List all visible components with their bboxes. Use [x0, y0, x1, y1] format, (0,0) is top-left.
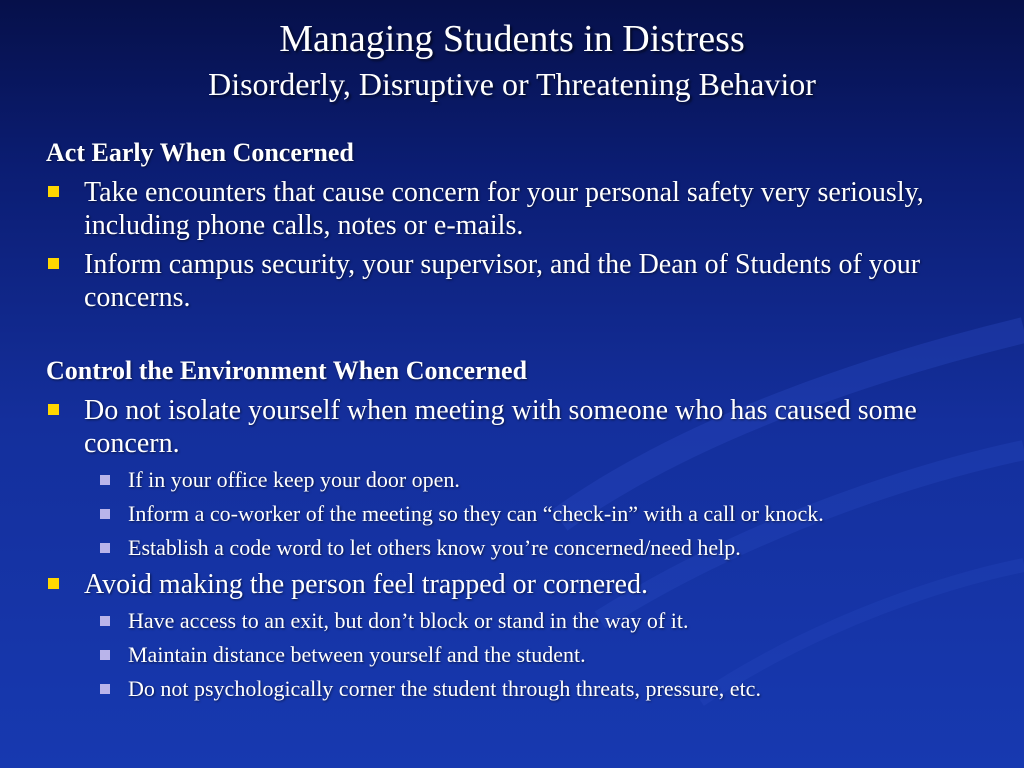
sub-bullet-text: Maintain distance between yourself and the student. [128, 642, 586, 667]
bullet-item [46, 248, 1016, 314]
sub-bullet-item [46, 607, 1016, 635]
sub-bullet-item [46, 500, 1016, 528]
bullet-text: Avoid making the person feel trapped or cornered. [84, 569, 648, 600]
square-bullet-icon [48, 404, 59, 415]
bullet-item [46, 394, 1016, 460]
square-sub-bullet-icon [100, 475, 110, 485]
sub-bullet-item [46, 641, 1016, 669]
square-sub-bullet-icon [100, 509, 110, 519]
sub-bullet-text: Have access to an exit, but don’t block or stand in the way of it. [128, 608, 689, 633]
section-spacer [46, 314, 1016, 354]
sub-bullet-text: Do not psychologically corner the student through threats, pressure, etc. [128, 676, 761, 701]
sub-bullet-text: If in your office keep your door open. [128, 467, 460, 492]
sub-bullet-item [46, 466, 1016, 494]
square-sub-bullet-icon [100, 543, 110, 553]
square-sub-bullet-icon [100, 616, 110, 626]
title-block [0, 16, 1024, 104]
square-bullet-icon [48, 258, 59, 269]
sub-bullet-item [46, 675, 1016, 703]
bullet-item [46, 568, 1016, 601]
sub-bullet-text: Inform a co-worker of the meeting so they can “check-in” with a call or knock. [128, 501, 824, 526]
slide-subtitle: Disorderly, Disruptive or Threatening Behavior [208, 66, 816, 102]
square-bullet-icon [48, 578, 59, 589]
bullet-item [46, 176, 1016, 242]
sub-bullet-item [46, 534, 1016, 562]
section-heading-act-early: Act Early When Concerned [46, 138, 354, 167]
square-sub-bullet-icon [100, 650, 110, 660]
section-heading-control-environment: Control the Environment When Concerned [46, 356, 528, 385]
bullet-text: Inform campus security, your supervisor, and the Dean of Students of your concerns. [84, 249, 921, 313]
sub-bullet-text: Establish a code word to let others know you’re concerned/need help. [128, 535, 741, 560]
slide-title: Managing Students in Distress [279, 18, 745, 60]
slide-content [46, 136, 1016, 703]
bullet-text: Take encounters that cause concern for your personal safety very seriously, including phone calls, notes or e-mails. [84, 177, 924, 241]
square-bullet-icon [48, 186, 59, 197]
square-sub-bullet-icon [100, 684, 110, 694]
bullet-text: Do not isolate yourself when meeting with someone who has caused some concern. [84, 395, 917, 459]
